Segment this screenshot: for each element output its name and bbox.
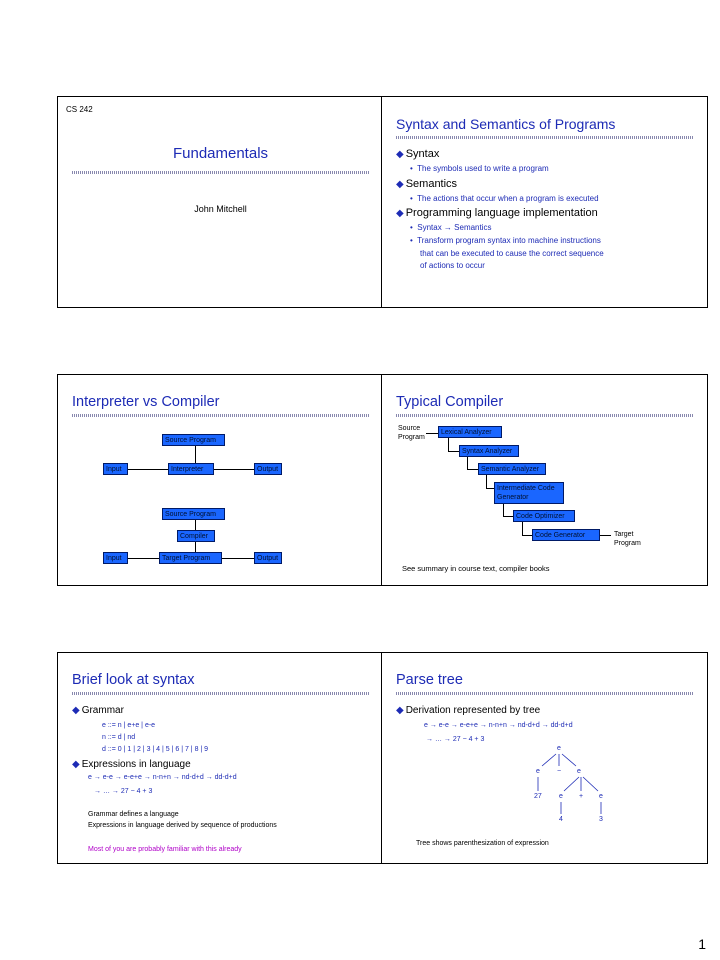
note: Expressions in language derived by sequence of productions <box>88 822 277 829</box>
output-box: Output <box>254 463 282 475</box>
tree-node: e <box>599 793 603 800</box>
diamond-bullet-icon: ◆ <box>396 149 404 160</box>
slide-fundamentals <box>57 96 384 308</box>
slide-title: Syntax and Semantics of Programs <box>396 116 616 132</box>
slide-syntax-semantics <box>381 96 708 308</box>
bullet-expressions: ◆ Expressions in language <box>72 759 191 770</box>
slide-title: Brief look at syntax <box>72 672 195 688</box>
grammar-rule: d ::= 0 | 1 | 2 | 3 | 4 | 5 | 6 | 7 | 8 | 9 <box>102 746 209 753</box>
compiler-box: Compiler <box>177 530 215 542</box>
bullet-grammar: ◆ Grammar <box>72 705 124 716</box>
connector <box>599 535 611 536</box>
derivation: e → e-e → e-e+e → n-n+n → nd-d+d → dd-d+d <box>88 774 237 781</box>
target-label: Target <box>614 531 634 538</box>
connector <box>486 474 487 488</box>
diamond-bullet-icon: ◆ <box>396 208 404 219</box>
slide-brief-look-syntax <box>57 652 384 864</box>
bullet-derivation: ◆ Derivation represented by tree <box>396 705 541 716</box>
slide-typical-compiler <box>381 374 708 586</box>
output-box: Output <box>254 552 282 564</box>
course-label: CS 242 <box>66 105 93 114</box>
source-label: Program <box>398 434 425 441</box>
tree-node-root: e <box>557 745 561 752</box>
source-program-box: Source Program <box>162 434 225 446</box>
semantic-analyzer-box: Semantic Analyzer <box>478 463 546 475</box>
tree-leaf: 3 <box>599 816 603 823</box>
derivation: e → e-e → e-e+e → n-n+n → nd-d+d → dd-d+d <box>424 722 573 729</box>
target-label: Program <box>614 540 641 547</box>
code-optimizer-box: Code Optimizer <box>513 510 575 522</box>
tree-node: e <box>577 768 581 775</box>
lexical-analyzer-box: Lexical Analyzer <box>438 426 502 438</box>
tree-leaf: 27 <box>534 793 542 800</box>
input-box: Input <box>103 463 128 475</box>
syntax-analyzer-box: Syntax Analyzer <box>459 445 519 457</box>
code-generator-box: Code Generator <box>532 529 600 541</box>
tree-note: Tree shows parenthesization of expression <box>416 840 549 847</box>
sub-bullet-cont: that can be executed to cause the correct sequence <box>420 249 604 258</box>
slide-interpreter-vs-compiler <box>57 374 384 586</box>
connector <box>503 503 504 516</box>
sub-bullet: • The actions that occur when a program is executed <box>410 194 599 203</box>
tree-node-op: − <box>557 768 562 775</box>
grammar-rule: e ::= n | e+e | e-e <box>102 722 156 729</box>
parse-tree-edges <box>382 653 708 864</box>
tree-node: e <box>559 793 563 800</box>
summary-note: See summary in course text, compiler books <box>402 564 550 573</box>
title-rule <box>396 136 693 139</box>
bullet-implementation: ◆ Programming language implementation <box>396 207 598 219</box>
title-rule <box>72 692 369 695</box>
title-rule <box>72 414 369 417</box>
title-rule <box>396 414 693 417</box>
grammar-rule: n ::= d | nd <box>102 734 136 741</box>
author: John Mitchell <box>194 204 247 214</box>
connector <box>426 433 438 434</box>
target-program-box: Target Program <box>159 552 222 564</box>
bullet-semantics: ◆ Semantics <box>396 178 458 190</box>
derivation: → … → 27 − 4 + 3 <box>426 736 485 743</box>
diamond-bullet-icon: ◆ <box>396 705 404 716</box>
intermediate-code-generator-box: Intermediate Code Generator <box>494 482 564 504</box>
slide-title: Typical Compiler <box>396 394 504 410</box>
connector <box>522 521 523 535</box>
source-program-box: Source Program <box>162 508 225 520</box>
connector <box>448 437 449 451</box>
sub-bullet: • Transform program syntax into machine instructions <box>410 236 601 245</box>
slide-parse-tree <box>381 652 708 864</box>
tree-node-op: + <box>579 793 584 800</box>
diamond-bullet-icon: ◆ <box>72 705 80 716</box>
page-number: 1 <box>698 936 706 952</box>
note: Grammar defines a language <box>88 811 179 818</box>
source-label: Source <box>398 425 421 432</box>
slide-title: Interpreter vs Compiler <box>72 394 220 410</box>
tree-leaf: 4 <box>559 816 563 823</box>
sub-bullet: • Syntax → Semantics <box>410 223 492 232</box>
diamond-bullet-icon: ◆ <box>72 759 80 770</box>
interpreter-box: Interpreter <box>168 463 214 475</box>
tree-node: e <box>536 768 540 775</box>
bullet-syntax: ◆ Syntax <box>396 148 440 160</box>
sub-bullet-cont: of actions to occur <box>420 261 485 270</box>
derivation: → … → 27 − 4 + 3 <box>94 788 153 795</box>
sub-bullet: • The symbols used to write a program <box>410 164 549 173</box>
input-box: Input <box>103 552 128 564</box>
familiar-note: Most of you are probably familiar with this already <box>88 846 242 853</box>
slide-title: Fundamentals <box>172 145 269 162</box>
slide-title: Parse tree <box>396 672 463 688</box>
connector <box>467 456 468 469</box>
diamond-bullet-icon: ◆ <box>396 179 404 190</box>
title-rule <box>72 171 369 174</box>
